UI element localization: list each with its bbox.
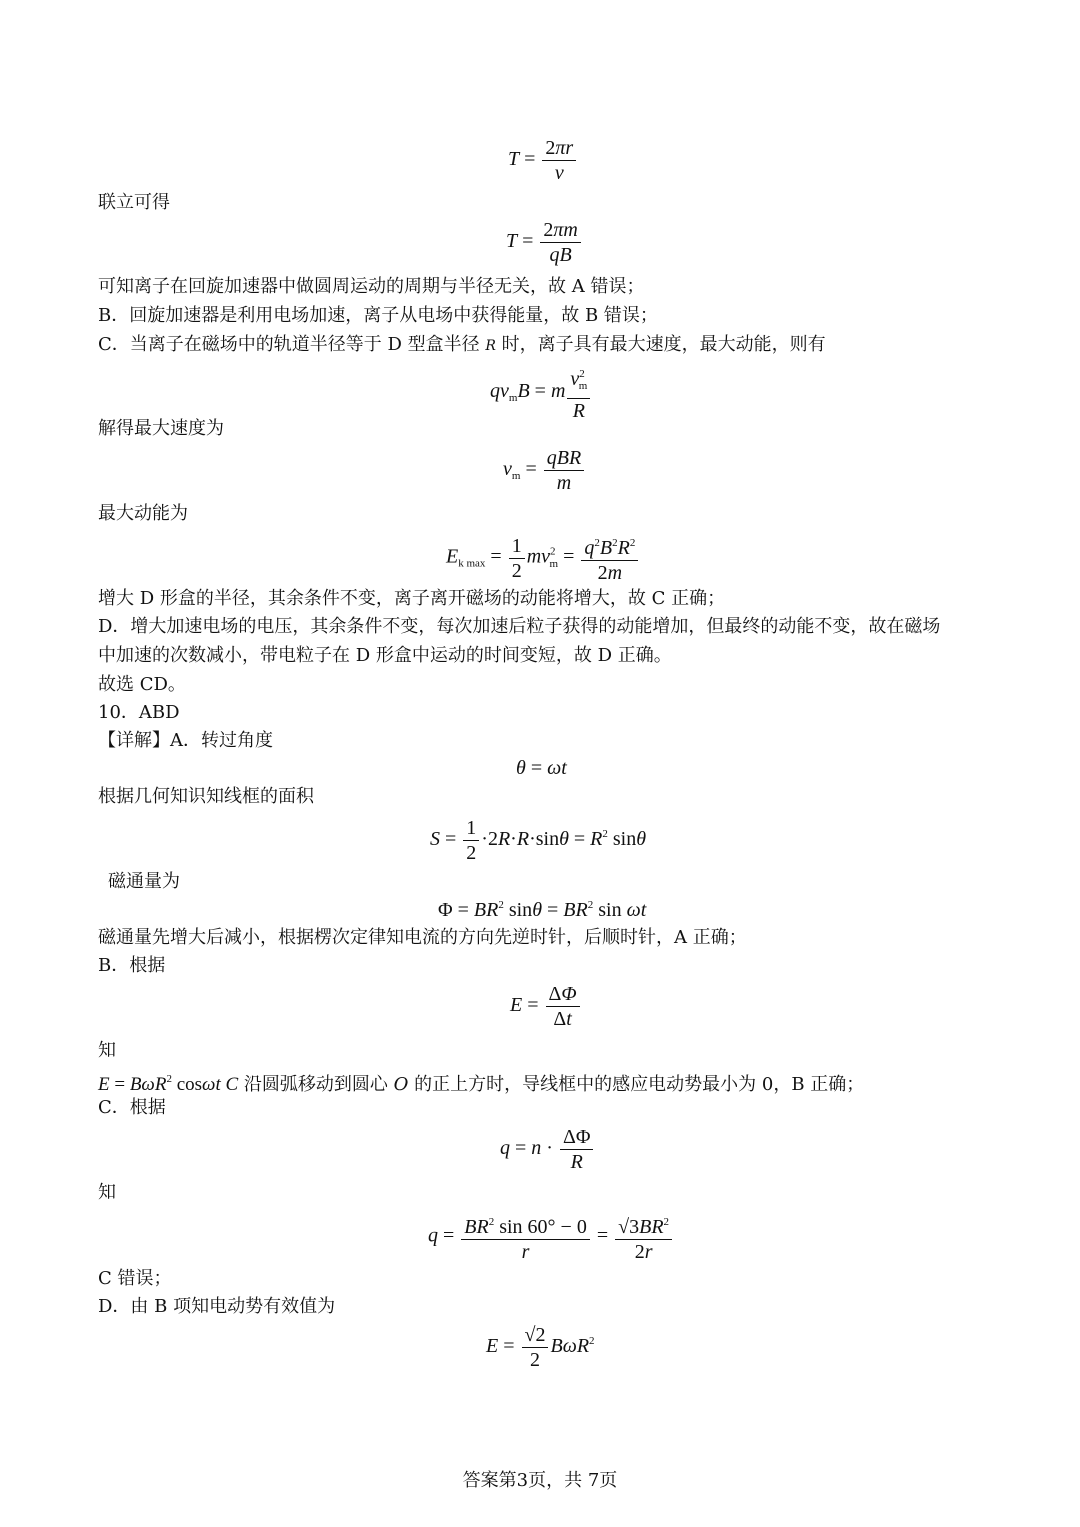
equation-emf-faraday: E = $\frac{\Delta\Phi}{\Delta t}$ [510, 982, 582, 1031]
text-line: 联立可得 [98, 192, 170, 213]
text-line: 故选 CD。 [98, 674, 186, 695]
text-line: 磁通量为 [108, 871, 180, 892]
equation-max-velocity: $v_m$ = $\frac{\text{qBR}}{m}$ [503, 446, 586, 495]
equation-lorentz-centripetal: $qv_mB = m$ $\frac{v^2_m}{R}$ [490, 362, 592, 423]
text-segment: 时，离子具有最大速度，最大动能，则有 [501, 334, 826, 355]
text-segment: C．当离子在磁场中的轨道半径等于 D 型盒半径 [98, 334, 480, 355]
equation-flux: $\Phi = BR^2$ $\sin\theta = BR^2$ sin ωt [438, 899, 647, 921]
text-line: B．回旋加速器是利用电场加速，离子从电场中获得能量，故 B 错误； [98, 305, 658, 326]
page-footer: 答案第3页，共 7页 [462, 1470, 618, 1491]
text-line: C．根据 [98, 1097, 166, 1118]
text-line: 增大 D 形盒的半径，其余条件不变，离子离开磁场的动能将增大，故 C 正确； [98, 588, 726, 609]
text-line: D．由 B 项知电动势有效值为 [98, 1296, 336, 1317]
equation-charge-value: q = $\frac{BR^2 \sin 60^\circ - 0}{r}$ = $\frac{√3BR^2}{2r}$ [428, 1210, 674, 1264]
equation-max-kinetic-energy: $E_{k max}$ = $\frac{1}{2}$ $mv^2_m$ = $\frac{q^2B^2R^2}{2m}$ [446, 531, 640, 585]
equation-charge: q = n · $\frac{\Delta\Phi}{R}$ [500, 1125, 595, 1174]
variable-O: O [393, 1074, 409, 1095]
equation-period-radius: T = $\frac{2\pi r}{v}$ [508, 136, 578, 185]
text-segment: 沿圆弧移动到圆心 [243, 1074, 388, 1095]
text-line: 解得最大速度为 [98, 418, 224, 439]
text-line: 知 [98, 1182, 116, 1203]
equation-period-mass: T = $\frac{2\pi m}{qB}$ [506, 218, 583, 267]
text-segment: 的正上方时，导线框中的感应电动势最小为 0，B 正确； [414, 1074, 865, 1095]
equation-effective-emf: E = $\frac{√2}{2}$ BωR$^2$ [486, 1324, 595, 1371]
text-line: 根据几何知识知线框的面积 [98, 786, 314, 807]
text-line: D．增大加速电场的电压，其余条件不变，每次加速后粒子获得的动能增加，但最终的动能不变，故在磁场 [98, 616, 941, 637]
text-line: 最大动能为 [98, 503, 188, 524]
text-line: 知 [98, 1040, 116, 1061]
question-number: 10．ABD [98, 702, 180, 723]
equation-area: S = $\frac{1}{2}$ $\cdot 2R\cdot R\cdot\sin\theta = R^2$ sinθ [430, 817, 647, 864]
text-line: B．根据 [98, 955, 166, 976]
equation-emf-inline: E = BωR$^2$ cosωt C [98, 1073, 239, 1095]
equation-angle: θ = ωt [516, 757, 567, 779]
variable-R: R [485, 338, 496, 354]
text-line: 磁通量先增大后减小，根据楞次定律知电流的方向先逆时针，后顺时针，A 正确； [98, 927, 747, 948]
text-line: 可知离子在回旋加速器中做圆周运动的周期与半径无关，故 A 错误； [98, 276, 645, 297]
text-line [98, 1068, 864, 1096]
text-line: 【详解】A．转过角度 [98, 730, 273, 751]
text-line: 中加速的次数减小，带电粒子在 D 形盒中运动的时间变短，故 D 正确。 [98, 645, 672, 666]
text-line: C 错误； [98, 1268, 172, 1289]
text-line [98, 334, 826, 357]
